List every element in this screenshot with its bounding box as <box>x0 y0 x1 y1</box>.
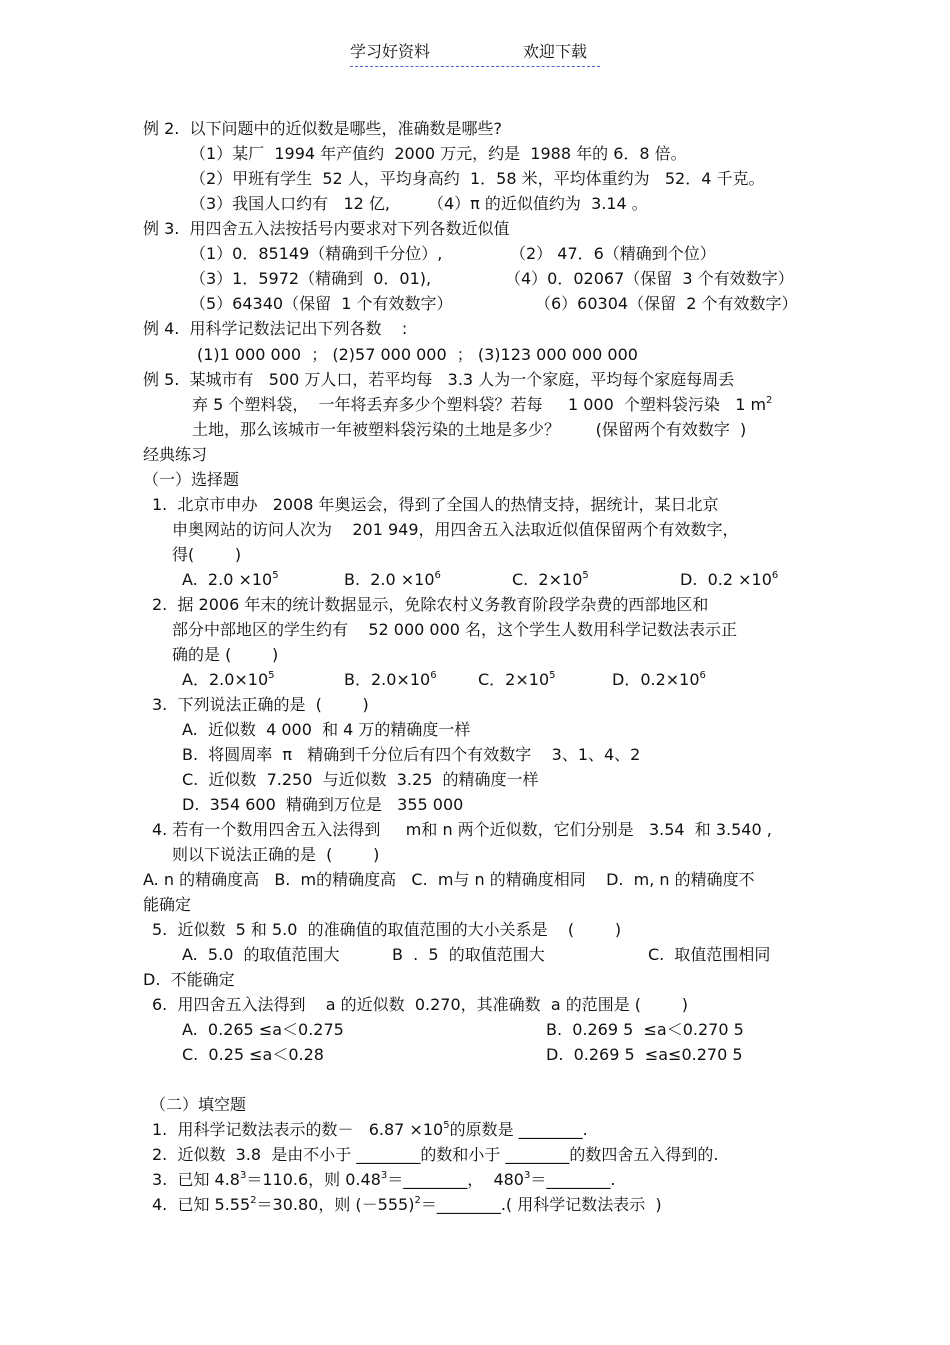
fill-heading: （二）填空题 <box>150 1095 247 1114</box>
q2-option-d: D．$0.2\times 10^6$ <box>612 670 706 689</box>
example-2-title: 例 2. 以下问题中的近似数是哪些，准确数是哪些? <box>143 119 503 138</box>
section-title: 经典练习 <box>143 445 208 464</box>
example-3-item-2: （2） 47．6（精确到个位） <box>510 244 716 263</box>
q1-option-c: C. $2\times 10^5$ <box>512 570 589 589</box>
example-3-item-5: （5）64340（保留 1 个有效数字） <box>190 294 453 313</box>
q1-option-d: D. $0.2 \times 10^6$ <box>680 570 779 589</box>
q2-option-c: C．$2\times 10^5$ <box>478 670 556 689</box>
example-2-item-2: （2）甲班有学生 52 人，平均身高约 1．58 米，平均体重约为 52．4 千克。 <box>190 169 765 188</box>
example-3-title: 例 3. 用四舍五入法按括号内要求对下列各数近似值 <box>143 219 510 238</box>
fill-q2: 2. 近似数 3.8 是由不小于 ________的数和小于 ________的数四舍五入得到的. <box>152 1145 719 1164</box>
q4-line-1: 4. 若有一个数用四舍五入法得到 m和 n 两个近似数，它们分别是 3.54 和 3.540 , <box>152 820 772 839</box>
example-4-title: 例 4. 用科学记数法记出下列各数 : <box>143 319 408 338</box>
q6-option-d: D. 0.269 5 ≤a≤0.270 5 <box>546 1045 743 1064</box>
q1-option-a: A. $2.0 \times 10^5$ <box>182 570 279 589</box>
q6-option-a: A. 0.265 ≤a＜0.275 <box>182 1020 344 1039</box>
q3-option-a: A. 近似数 4 000 和 4 万的精确度一样 <box>182 720 471 739</box>
q1-line-2: 申奥网站的访问人次为 201 949，用四舍五入法取近似值保留两个有效数字， <box>172 520 739 539</box>
header-left: 学习好资料 <box>350 42 431 61</box>
q2-line-2: 部分中部地区的学生约有 52 000 000 名，这个学生人数用科学记数法表示正 <box>172 620 738 639</box>
q5-title: 5. 近似数 5 和 5.0 的准确值的取值范围的大小关系是 ( ) <box>152 920 622 939</box>
q2-line-3: 确的是 ( ) <box>172 645 279 664</box>
fill-q3: 3. 已知 $4.8^3=110.6$，则 $0.48^3=\_\_\_\_\_\_\_\_$， $480^3=\_\_\_\_\_\_\_\_$. <box>152 1170 616 1189</box>
q4-line-4: 能确定 <box>143 895 192 914</box>
example-5-line-2: 弃 5 个塑料袋， 一年将丢弃多少个塑料袋？若每 1 000 个塑料袋污染 1 $m^2$ <box>192 395 773 414</box>
example-5-line-3: 土地，那么该城市一年被塑料袋污染的土地是多少？ (保留两个有效数字 ) <box>192 420 747 439</box>
fill-q4: 4. 已知 $5.55^2=30.80$，则 $(-555)^2=\_\_\_\_\_\_\_\_$.( 用科学记数法表示 ) <box>152 1195 662 1214</box>
q4-line-3: A. n 的精确度高 B. m的精确度高 C. m与 n 的精确度相同 D. m, n 的精确度不 <box>143 870 755 889</box>
q2-option-b: B．$2.0\times 10^6$ <box>344 670 437 689</box>
q3-option-c: C. 近似数 7.250 与近似数 3.25 的精确度一样 <box>182 770 539 789</box>
q5-option-d: D. 不能确定 <box>143 970 235 989</box>
example-3-item-3: （3）1．5972（精确到 0．01), <box>190 269 432 288</box>
q4-line-2: 则以下说法正确的是 ( ) <box>172 845 380 864</box>
page-header <box>350 42 600 67</box>
header-right: 欢迎下载 <box>523 42 588 61</box>
q3-option-d: D. 354 600 精确到万位是 355 000 <box>182 795 464 814</box>
fill-q1: 1. 用科学记数法表示的数－ $6.87 \times 10^5$的原数是 ________. <box>152 1120 588 1139</box>
q3-title: 3. 下列说法正确的是 ( ) <box>152 695 369 714</box>
q2-option-a: A．$2.0\times 10^5$ <box>182 670 275 689</box>
q5-option-c: C. 取值范围相同 <box>648 945 771 964</box>
q3-option-b: B. 将圆周率 π 精确到千分位后有四个有效数字 3、1、4、2 <box>182 745 641 764</box>
example-3-item-4: （4）0．02067（保留 3 个有效数字） <box>505 269 794 288</box>
q5-option-b: B . 5 的取值范围大 <box>392 945 545 964</box>
q2-line-1: 2. 据 2006 年末的统计数据显示，免除农村义务教育阶段学杂费的西部地区和 <box>152 595 709 614</box>
q5-option-a: A. 5.0 的取值范围大 <box>182 945 340 964</box>
q6-title: 6. 用四舍五入法得到 a 的近似数 0.270，其准确数 a 的范围是 ( ) <box>152 995 688 1014</box>
example-2-item-1: （1）某厂 1994 年产值约 2000 万元，约是 1988 年的 6．8 倍。 <box>190 144 687 163</box>
q1-line-1: 1. 北京市申办 2008 年奥运会，得到了全国人的热情支持，据统计，某日北京 <box>152 495 719 514</box>
example-3-item-6: （6）60304（保留 2 个有效数字） <box>535 294 798 313</box>
example-4-line: (1)1 000 000 ； (2)57 000 000 ； (3)123 000 000 000 <box>197 345 638 364</box>
q1-line-3: 得( ) <box>172 545 242 564</box>
example-3-item-1: （1）0．85149（精确到千分位）, <box>190 244 443 263</box>
q1-option-b: B. $2.0 \times 10^6$ <box>344 570 441 589</box>
example-2-item-3: （3）我国人口约有 12 亿, <box>190 194 390 213</box>
example-2-item-4: （4）π 的近似值约为 3.14 。 <box>428 194 648 213</box>
choice-heading: （一）选择题 <box>143 470 240 489</box>
q6-option-b: B. 0.269 5 ≤a＜0.270 5 <box>546 1020 744 1039</box>
q6-option-c: C. 0.25 ≤a＜0.28 <box>182 1045 324 1064</box>
example-5-line-1: 例 5. 某城市有 500 万人口，若平均每 3.3 人为一个家庭，平均每个家庭每周丢 <box>143 370 735 389</box>
